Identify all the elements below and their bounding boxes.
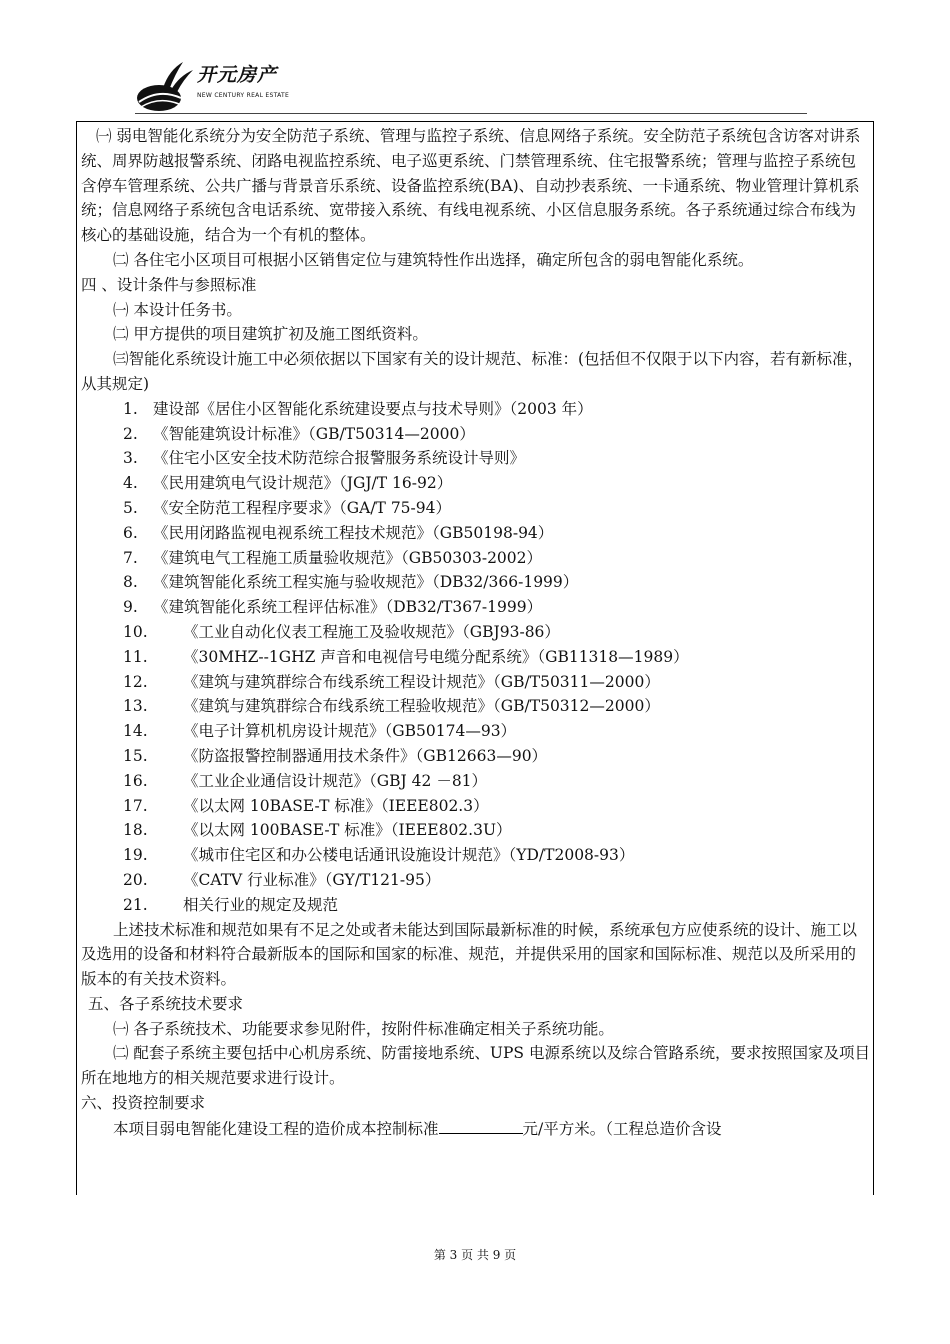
cost-text-after: 元/平方米。（工程总造价含设 (522, 1119, 722, 1138)
standard-item (81, 694, 871, 719)
standard-title: 《电子计算机机房设计规范》（GB50174—93） (183, 722, 517, 741)
section-6-title: 六、投资控制要求 (81, 1094, 206, 1113)
standard-number: 8. (123, 573, 138, 592)
standard-item (81, 670, 871, 695)
standard-item (81, 719, 871, 744)
standard-number: 2. (123, 424, 138, 443)
standards-note: 上述技术标准和规范如果有不足之处或者未能达到国际最新标准的时候，系统承包方应使系统的设计、施工以及选用的设备和材料符合最新版本的国际和国家的标准、规范，并提供采用的国家和国际标准、规范以及所采用的版本的有关技术资料。 (81, 920, 858, 989)
standard-number: 6. (123, 523, 138, 542)
standard-number: 18. (123, 821, 148, 840)
standards-list (81, 397, 871, 918)
standard-title: 《防盗报警控制器通用技术条件》（GB12663—90） (183, 746, 548, 765)
standard-item (81, 794, 871, 819)
standard-title: 《民用闭路监视电视系统工程技术规范》（GB50198-94） (153, 523, 554, 542)
standard-title: 《以太网 10BASE-T 标准》（IEEE802.3） (183, 796, 489, 815)
section-5-item-2: ㈡ 配套子系统主要包括中心机房系统、防雷接地系统、UPS 电源系统以及综合管路系统，要求按照国家及项目所在地地方的相关规范要求进行设计。 (81, 1044, 870, 1088)
section-6-text (81, 1116, 871, 1142)
standard-item (81, 595, 871, 620)
standard-title: 《建筑与建筑群综合布线系统工程验收规范》（GB/T50312—2000） (183, 697, 660, 716)
page-header (135, 58, 807, 118)
standard-title: 《城市住宅区和办公楼电话通讯设施设计规范》（YD/T2008-93） (183, 846, 635, 865)
standard-title: 《工业自动化仪表工程施工及验收规范》（GBJ93-86） (183, 622, 560, 641)
standard-title: 《建筑智能化系统工程评估标准》（DB32/T367-1999） (153, 598, 543, 617)
standard-title: 《安全防范工程程序要求》（GA/T 75-94） (153, 498, 451, 517)
standard-item (81, 422, 871, 447)
standard-number: 11. (123, 647, 148, 666)
section-4-title: 四 、设计条件与参照标准 (81, 275, 257, 294)
standard-title: 《以太网 100BASE-T 标准》（IEEE802.3U） (183, 821, 512, 840)
brand-name: 开元房产 (197, 64, 278, 86)
standard-number: 1. (123, 399, 138, 418)
header-divider (135, 113, 807, 114)
standard-item (81, 620, 871, 645)
standard-item (81, 546, 871, 571)
standard-item (81, 868, 871, 893)
standard-number: 16. (123, 771, 148, 790)
standard-title: 《智能建筑设计标准》（GB/T50314—2000） (153, 424, 475, 443)
standard-number: 20. (123, 870, 148, 889)
company-logo-icon (135, 58, 205, 114)
standard-number: 4. (123, 474, 138, 493)
cost-text-before: 本项目弱电智能化建设工程的造价成本控制标准 (113, 1119, 439, 1138)
brand-name-en: NEW CENTURY REAL ESTATE (197, 92, 290, 99)
standard-item (81, 769, 871, 794)
standard-item (81, 446, 871, 471)
standard-number: 17. (123, 796, 148, 815)
standard-item (81, 570, 871, 595)
standard-item (81, 818, 871, 843)
standard-number: 15. (123, 746, 148, 765)
standard-number: 7. (123, 548, 138, 567)
section-4-item-1: ㈠ 本设计任务书。 (113, 300, 242, 319)
standard-item (81, 521, 871, 546)
section-5-title: 五、各子系统技术要求 (88, 994, 244, 1013)
standard-item (81, 471, 871, 496)
standard-number: 3. (123, 449, 138, 468)
standard-item (81, 645, 871, 670)
standard-number: 13. (123, 697, 148, 716)
standard-title: 《建筑电气工程施工质量验收规范》（GB50303-2002） (153, 548, 543, 567)
standard-title: 《建筑与建筑群综合布线系统工程设计规范》（GB/T50311—2000） (183, 672, 660, 691)
standard-number: 9. (123, 598, 138, 617)
cost-blank-field (439, 1116, 523, 1134)
section-4-item-3: ㈢智能化系统设计施工中必须依据以下国家有关的设计规范、标准：(包括但不仅限于以下内容，若有新标准，从其规定) (81, 350, 864, 393)
standard-item (81, 744, 871, 769)
standard-item (81, 843, 871, 868)
standard-number: 10. (123, 622, 148, 641)
standard-number: 14. (123, 722, 148, 741)
document-body (81, 124, 871, 1142)
standard-item (81, 893, 871, 918)
paragraph-selection: ㈡ 各住宅小区项目可根据小区销售定位与建筑特性作出选择，确定所包含的弱电智能化系统。 (113, 250, 754, 269)
section-5-item-1: ㈠ 各子系统技术、功能要求参见附件，按附件标准确定相关子系统功能。 (113, 1019, 614, 1038)
standard-title: 《住宅小区安全技术防范综合报警服务系统设计导则》 (153, 449, 526, 468)
page-number: 第 3 页 共 9 页 (433, 1248, 517, 1262)
standard-title: 《民用建筑电气设计规范》（JGJ/T 16-92） (153, 474, 453, 493)
standard-number: 19. (123, 846, 148, 865)
standard-title: 建设部《居住小区智能化系统建设要点与技术导则》（2003 年） (153, 399, 593, 418)
standard-number: 21. (123, 895, 148, 914)
paragraph-subsystems: ㈠ 弱电智能化系统分为安全防范子系统、管理与监控子系统、信息网络子系统。安全防范子系统包含访客对讲系统、周界防越报警系统、闭路电视监控系统、电子巡更系统、门禁管理系统、住宅报警系统；管理与监控子系统包含停车管理系统、公共广播与背景音乐系统、设备监控系统(BA)、自动抄表系统、一卡通系统、物业管理计算机系统；信息网络子系统包含电话系统、宽带接入系统、有线电视系统、小区信息服务系统。各子系统通过综合布线为核心的基础设施，结合为一个有机的整体。 (81, 127, 861, 245)
standard-title: 《CATV 行业标准》（GY/T121-95） (183, 870, 441, 889)
standard-item (81, 397, 871, 422)
standard-title: 《30MHZ--1GHZ 声音和电视信号电缆分配系统》（GB11318—1989） (183, 647, 689, 666)
standard-title: 《工业企业通信设计规范》（GBJ 42 －81） (183, 771, 488, 790)
standard-item (81, 496, 871, 521)
standard-title: 相关行业的规定及规范 (183, 895, 339, 914)
standard-number: 5. (123, 498, 138, 517)
section-4-item-2: ㈡ 甲方提供的项目建筑扩初及施工图纸资料。 (113, 325, 428, 344)
standard-number: 12. (123, 672, 148, 691)
standard-title: 《建筑智能化系统工程实施与验收规范》（DB32/366-1999） (153, 573, 579, 592)
